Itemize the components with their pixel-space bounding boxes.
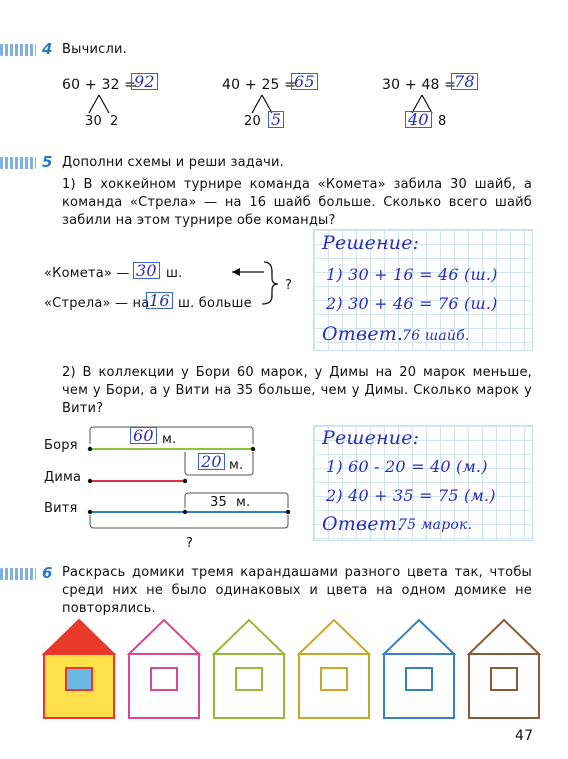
task6-text: Раскрась домики тремя карандашами разного цвета так, чтобы среди них не было одинаковых и цвета на одном домике не повторялись. xyxy=(62,565,532,616)
task4-number: 4 xyxy=(42,40,53,58)
ex3-expression: 30 + 48 = xyxy=(382,77,457,93)
house-roof xyxy=(129,620,199,654)
task5-title: Дополни схемы и реши задачи. xyxy=(62,155,284,170)
house-window xyxy=(151,668,177,690)
p1-strela-unit: ш. больше xyxy=(178,296,252,311)
house-roof xyxy=(44,620,114,654)
house-window xyxy=(236,668,262,690)
p2-question-mark: ? xyxy=(186,536,194,551)
task6-number: 6 xyxy=(42,564,53,582)
house-roof xyxy=(214,620,284,654)
house-window xyxy=(321,668,347,690)
house-window xyxy=(406,668,432,690)
ex1-part-left: 30 xyxy=(85,114,102,129)
house-6[interactable] xyxy=(469,620,539,718)
p1-kometa-label: «Комета» — xyxy=(44,266,130,281)
p2-solution-line2: 2) 40 + 35 = 75 (м.) xyxy=(326,486,496,505)
p2-answer-text: 75 марок. xyxy=(398,517,473,533)
ex2-answer: 65 xyxy=(291,73,318,90)
p2-dima-unit: м. xyxy=(229,458,244,473)
p2-boria-value-box[interactable] xyxy=(130,426,157,445)
p2-solution-title: Решение: xyxy=(322,427,420,449)
ex1-part-right: 2 xyxy=(110,114,119,129)
p2-boria-unit: м. xyxy=(162,432,177,447)
p1-kometa-value-box[interactable] xyxy=(133,261,160,280)
house-3[interactable] xyxy=(214,620,284,718)
p2-vitia-unit: м. xyxy=(236,495,251,510)
ex1-split-lines xyxy=(85,93,115,115)
p1-kometa-unit: ш. xyxy=(166,266,183,281)
house-roof xyxy=(299,620,369,654)
houses-row xyxy=(0,610,568,720)
task5-stripe xyxy=(0,157,36,169)
house-roof xyxy=(469,620,539,654)
ex2-part-right: 5 xyxy=(268,111,284,128)
ex3-part-right: 8 xyxy=(438,114,447,129)
p2-name-boria: Боря xyxy=(44,438,78,453)
p1-solution-line1: 1) 30 + 16 = 46 (ш.) xyxy=(326,265,498,284)
p2-name-vitia: Витя xyxy=(44,501,78,516)
p2-solution-line1: 1) 60 - 20 = 40 (м.) xyxy=(326,457,488,476)
house-window xyxy=(66,668,92,690)
task4-stripe xyxy=(0,44,36,56)
ex1-answer: 92 xyxy=(131,73,158,90)
p1-solution-title: Решение: xyxy=(322,232,420,254)
p2-segment-diagram xyxy=(85,422,295,532)
ex1-answer-box[interactable] xyxy=(131,72,158,91)
p2-dima-value: 20 xyxy=(198,453,225,470)
task5-problem1-text: 1) В хоккейном турнире команда «Комета» забила 30 шайб, а команда «Стрела» — на 16 шайб больше. Сколько всего шайб забили на этом турнире обе команды? xyxy=(62,177,532,228)
ex3-part-left-box[interactable] xyxy=(405,110,432,129)
p2-dima-value-box[interactable] xyxy=(198,452,225,471)
house-roof xyxy=(384,620,454,654)
house-1[interactable] xyxy=(44,620,114,718)
ex3-part-left: 40 xyxy=(405,111,432,128)
p2-vitia-value: 35 xyxy=(210,495,227,510)
p1-strela-value: 16 xyxy=(146,292,173,309)
ex1-expression: 60 + 32 = xyxy=(62,77,137,93)
task6-stripe xyxy=(0,568,36,580)
p1-solution-line2: 2) 30 + 46 = 76 (ш.) xyxy=(326,294,498,313)
p1-brace-arrow xyxy=(230,258,280,310)
task5-number: 5 xyxy=(42,153,53,171)
house-window xyxy=(491,668,517,690)
house-5[interactable] xyxy=(384,620,454,718)
ex3-answer-box[interactable] xyxy=(451,72,478,91)
p2-boria-value: 60 xyxy=(130,427,157,444)
task4-title: Вычисли. xyxy=(62,42,127,57)
p1-kometa-value: 30 xyxy=(133,262,160,279)
task5-problem2-text: 2) В коллекции у Бори 60 марок, у Димы на 20 марок меньше, чем у Бори, а у Вити на 35 больше, чем у Димы. Сколько марок у Вити? xyxy=(62,365,532,416)
p1-answer-text: 76 шайб. xyxy=(402,328,470,344)
house-4[interactable] xyxy=(299,620,369,718)
p2-name-dima: Дима xyxy=(44,470,82,485)
ex2-answer-box[interactable] xyxy=(291,72,318,91)
ex3-answer: 78 xyxy=(451,73,478,90)
p2-answer-word: Ответ. xyxy=(322,513,404,535)
page-number: 47 xyxy=(515,728,534,744)
house-2[interactable] xyxy=(129,620,199,718)
p1-strela-label: «Стрела» — на xyxy=(44,296,150,311)
ex2-part-right-box[interactable] xyxy=(268,110,284,129)
p1-strela-value-box[interactable] xyxy=(146,291,173,310)
ex2-part-left: 20 xyxy=(244,114,261,129)
p1-question-mark: ? xyxy=(285,278,293,293)
ex2-expression: 40 + 25 = xyxy=(222,77,297,93)
p1-answer-word: Ответ. xyxy=(322,323,404,345)
